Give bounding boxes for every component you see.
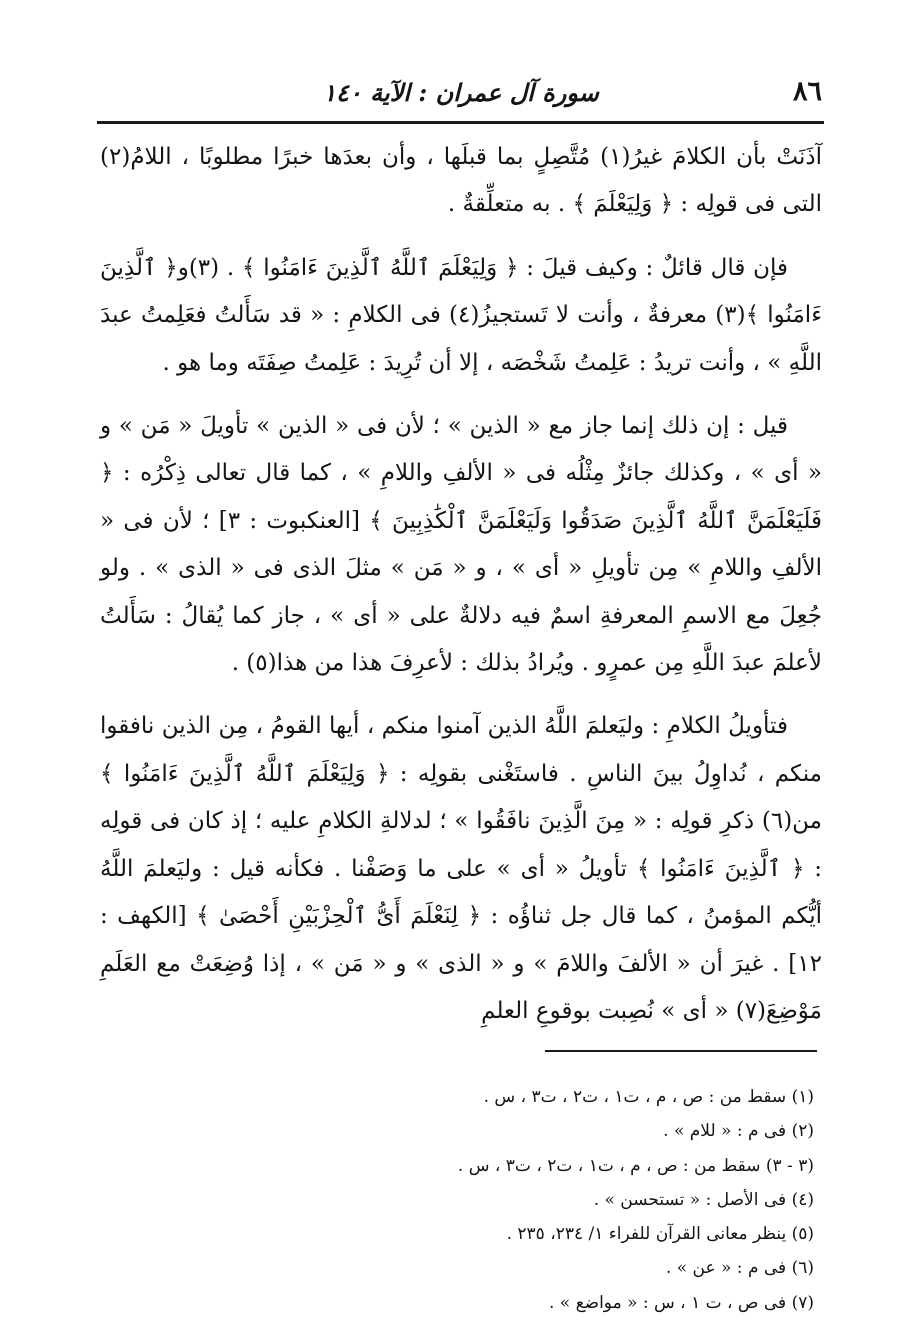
paragraph-3: قيل : إن ذلك إنما جاز مع « الذين » ؛ لأن فى « الذين » تأويلَ « مَن » و « أى » ، وكذلك جائزٌ مِثْلُه فى « الألفِ واللامِ » ، كما قال تعالى ذِكْرُه : ﴿ فَلَيَعْلَمَنَّ ٱللَّهُ ٱلَّذِينَ صَدَقُوا وَلَيَعْلَمَنَّ ٱلْكَٰذِبِينَ ﴾ [العنكبوت : ٣] ؛ لأن فى « الألفِ واللامِ » مِن تأويلِ « أى » ، و « مَن » مثلَ الذى فى « الذى » . ولو جُعِلَ مع الاسمِ المعرفةِ اسمٌ فيه دلالةٌ على « أى » ، جاز كما يُقالُ : سَأَلتُ لأعلمَ عبدَ اللَّهِ مِن عمرٍو . ويُرادُ بذلك : لأعرِفَ هذا من هذا(٥) . — [100, 413, 822, 677]
paragraph-4: فتأويلُ الكلامِ : وليَعلمَ اللَّهُ الذين آمنوا منكم ، أيها القومُ ، مِن الذين نافقوا منكم ، نُداوِلُ بينَ الناسِ . فاستَغْنى بقولِه : ﴿ وَلِيَعْلَمَ ٱللَّهُ ٱلَّذِينَ ءَامَنُوا ﴾ من(٦) ذكرِ قولِه : « مِنَ الَّذِينَ نافَقُوا » ؛ لدلالةِ الكلامِ عليه ؛ إذ كان فى قولِه : ﴿ ٱلَّذِينَ ءَامَنُوا ﴾ تأويلُ « أى » على ما وَصَفْنا . فكأنه قيل : وليَعلمَ اللَّهُ أيُّكم المؤمنُ ، كما قال جل ثناؤُه : ﴿ لِنَعْلَمَ أَىُّ ٱلْحِزْبَيْنِ أَحْصَىٰ ﴾ [الكهف : ١٢] . غيرَ أن « الألفَ واللامَ » و « الذى » و « مَن » ، إذا وُضِعَتْ مع العَلَمِ مَوْضِعَ(٧) « أى » نُصِبت بوقوعِ العلمِ — [100, 713, 822, 1024]
running-title: سورة آل عمران : الآية ١٤٠ — [323, 78, 599, 107]
footnote-7: (٧) فى ص ، ت ١ ، س : « مواضع » . — [548, 1292, 814, 1313]
paragraph-1: آذَنَتْ بأن الكلامَ غيرُ(١) مُتَّصِلٍ بما قبلَها ، وأن بعدَها خبرًا مطلوبًا ، اللامُ(٢) التى فى قولِه : ﴿ وَلِيَعْلَمَ ﴾ . به متعلِّقةٌ . — [100, 144, 823, 218]
main-text — [100, 134, 822, 1051]
footnote-2: (٢) فى م : « للام » . — [663, 1121, 814, 1142]
footnote-4: (٤) فى الأصل : « تستحسن » . — [593, 1189, 814, 1210]
footnote-6: (٦) فى م : « عن » . — [665, 1258, 814, 1279]
header-divider — [97, 121, 824, 124]
paragraph-2: فإن قال قائلٌ : وكيف قيلَ : ﴿ وَلِيَعْلَمَ ٱللَّهُ ٱلَّذِينَ ءَامَنُوا ﴾ . (٣)و﴿ ٱلَّذِينَ ءَامَنُوا ﴾(٣) معرفةٌ ، وأنت لا تَستجيزُ(٤) فى الكلامِ : « قد سَأَلتُ فعَلِمتُ عبدَ اللَّهِ » ، وأنت تريدُ : عَلِمتُ شَخْصَه ، إلا أن تُرِيدَ : عَلِمتُ صِفَتَه وما هو . — [100, 254, 823, 376]
footnote-3: (٣ - ٣) سقط من : ص ، م ، ت١ ، ت٢ ، ت٣ ، س . — [457, 1155, 814, 1176]
page-header — [100, 70, 822, 114]
footnote-divider — [545, 1050, 817, 1052]
page-number: ٨٦ — [792, 76, 822, 107]
footnote-1: (١) سقط من : ص ، م ، ت١ ، ت٢ ، ت٣ ، س . — [483, 1087, 814, 1107]
footnotes — [200, 1080, 814, 1320]
footnote-5: (٥) ينظر معانى القرآن للفراء ١/ ٢٣٤، ٢٣٥ . — [506, 1224, 814, 1245]
